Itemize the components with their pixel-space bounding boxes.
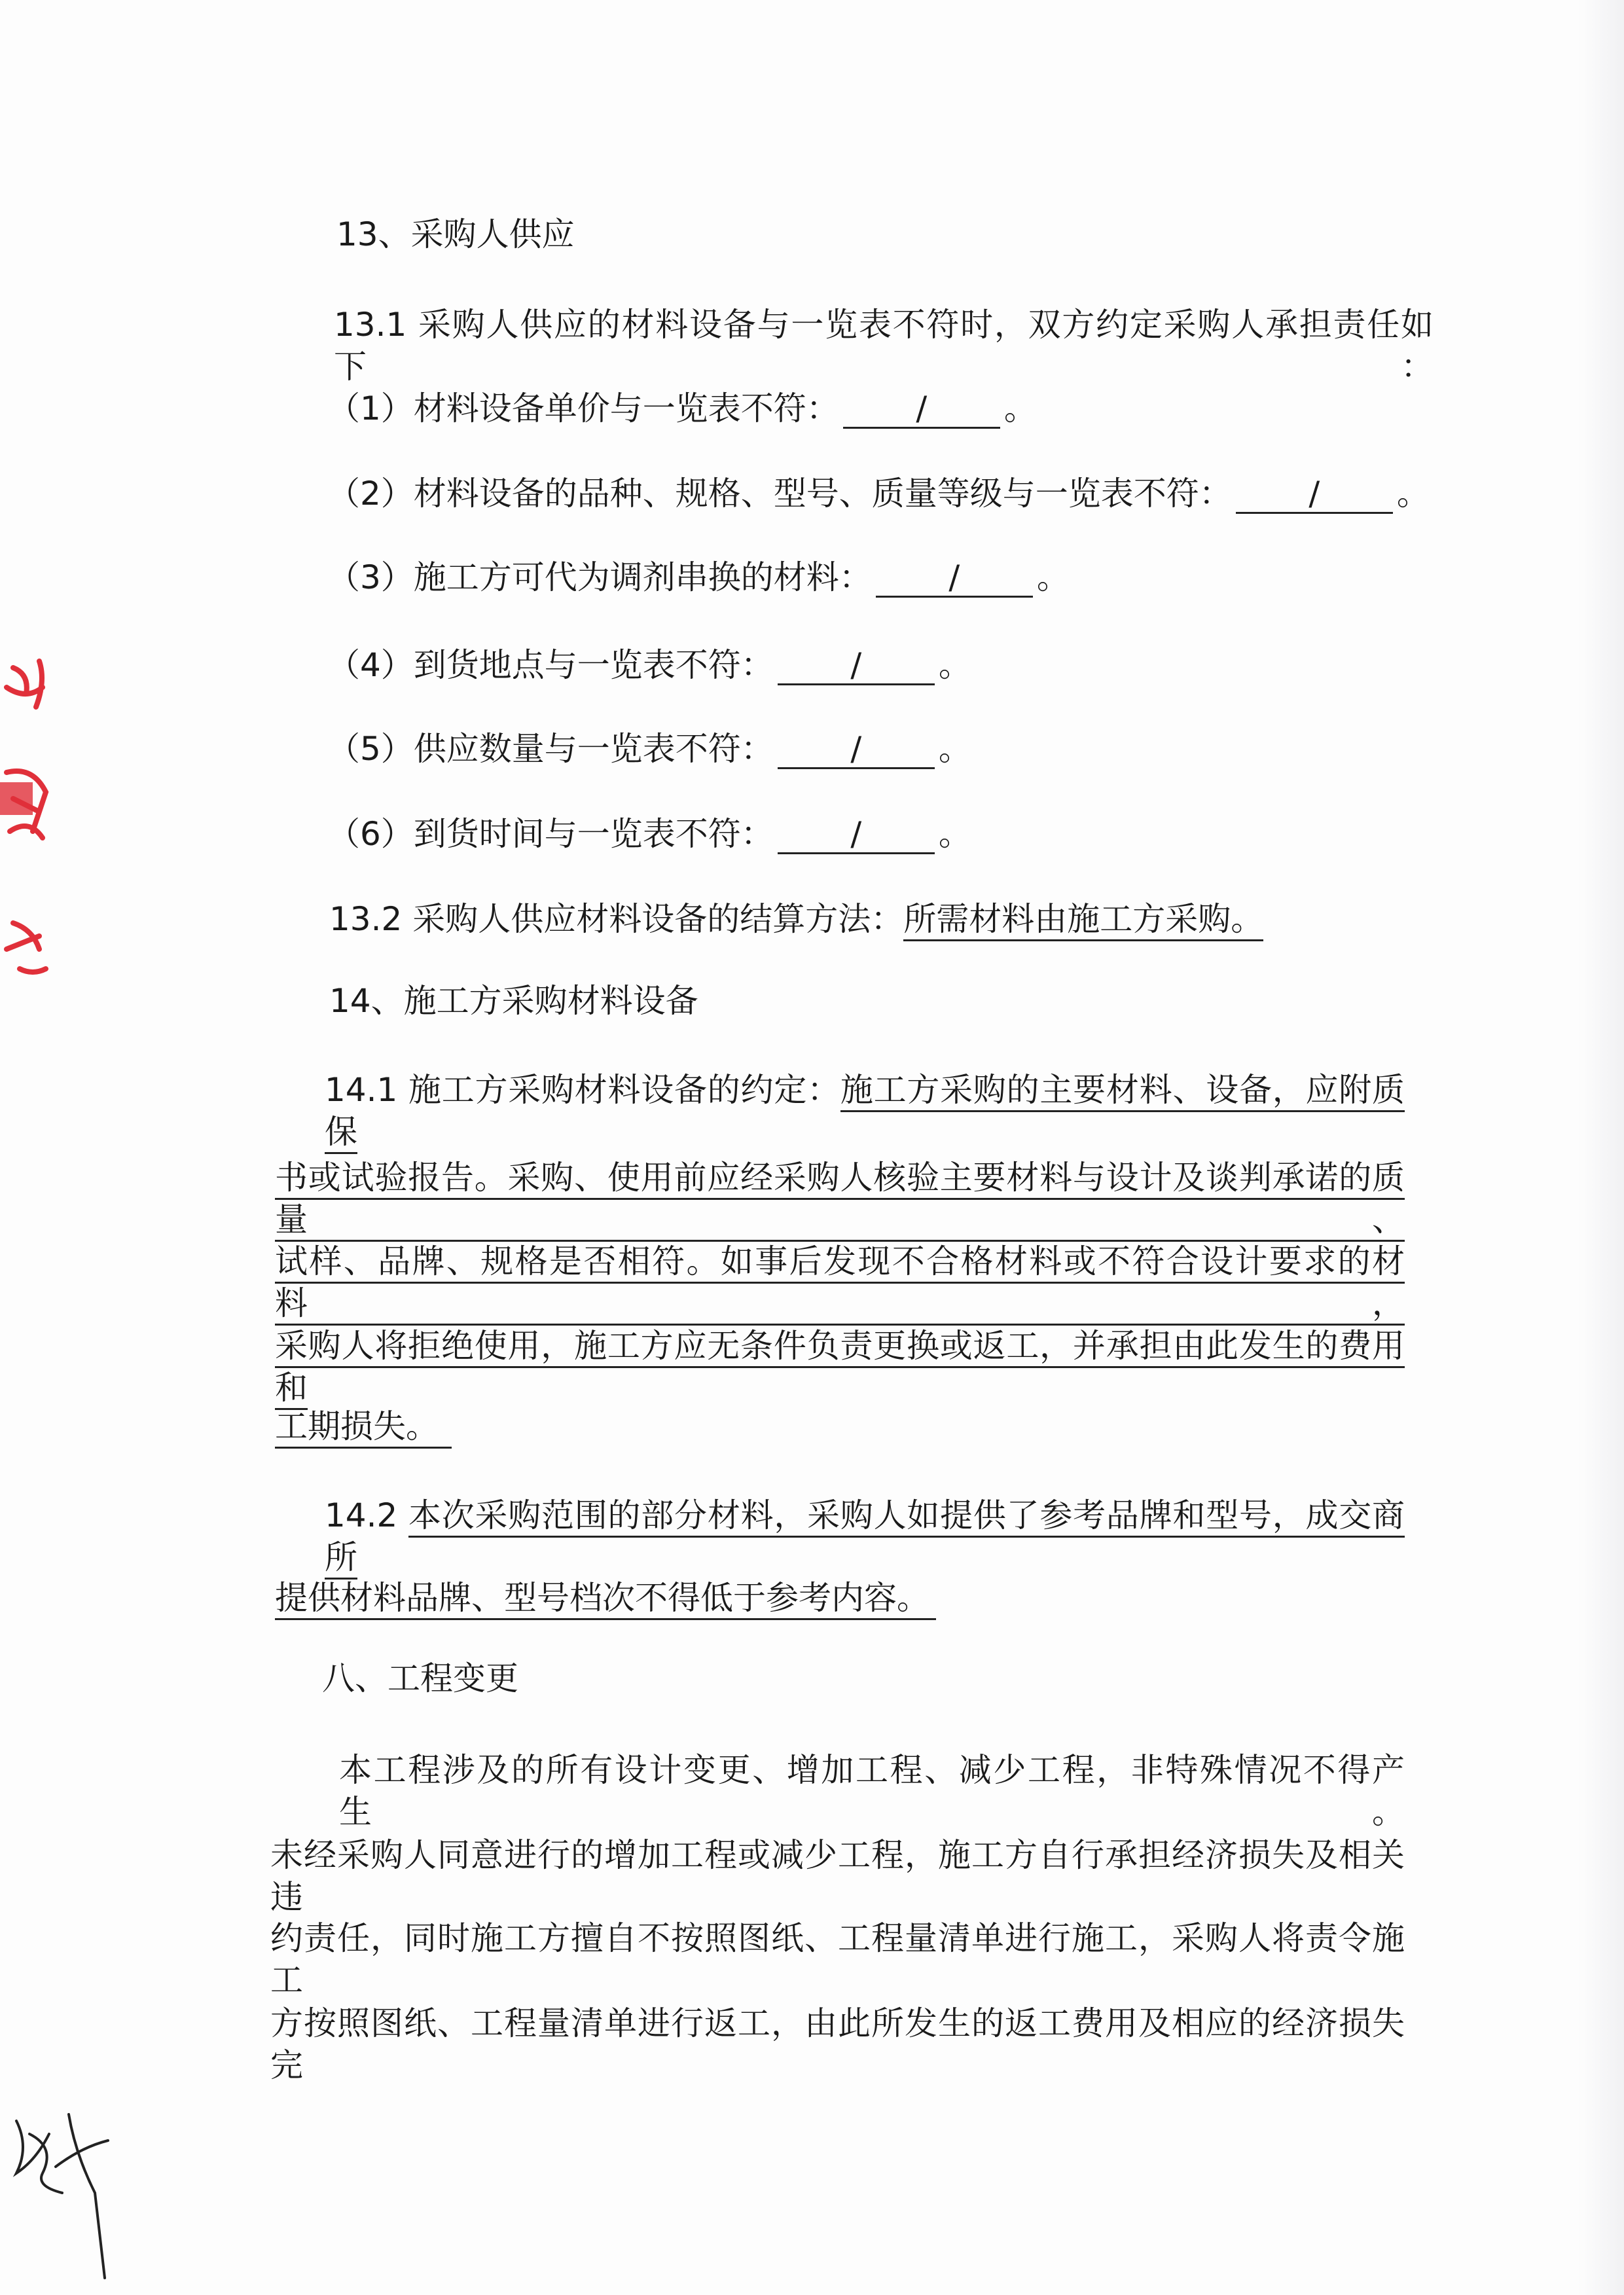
section-8-title: 八、工程变更 [322, 1659, 518, 1697]
red-seal-stamp [0, 642, 62, 995]
para-text: 采购人将拒绝使用，施工方应无条件负责更换或返工，并承担由此发生的费用和 [275, 1327, 1405, 1410]
item-label: （1）材料设备单价与一览表不符： [327, 389, 839, 427]
para-value: 所需材料由施工方采购。 [903, 900, 1263, 941]
para-text: 施工方采购的主要材料、设备，应附质保 [325, 1071, 1405, 1154]
para-14-1-line-1 [325, 1069, 1405, 1151]
para-8-line-2: 未经采购人同意进行的增加工程或减少工程，施工方自行承担经济损失及相关违 [270, 1836, 1405, 1916]
punct: 。 [1003, 389, 1037, 427]
para-text: 试样、品牌、规格是否相符。如事后发现不合格材料或不符合设计要求的材料， [275, 1242, 1405, 1326]
item-label: （3）施工方可代为调剂串换的材料： [327, 558, 872, 596]
para-text: 提供材料品牌、型号档次不得低于参考内容。 [275, 1579, 936, 1620]
scan-edge-shadow [1578, 0, 1624, 2295]
item-4 [327, 644, 971, 686]
punct: 。 [1396, 475, 1430, 513]
para-text: 书或试验报告。采购、使用前应经采购人核验主要材料与设计及谈判承诺的质量、 [275, 1159, 1405, 1242]
section-13-title: 13、采购人供应 [336, 215, 575, 253]
item-2 [327, 473, 1430, 515]
para-14-1-line-5 [275, 1405, 452, 1447]
para-label: 14.2 [325, 1496, 408, 1534]
punct: 。 [938, 815, 971, 853]
para-8-line-4: 方按照图纸、工程量清单进行返工，由此所发生的返工费用及相应的经济损失完 [270, 2004, 1405, 2084]
item-1 [327, 388, 1037, 429]
item-value: / [843, 390, 1000, 429]
item-label: （4）到货地点与一览表不符： [327, 646, 774, 684]
item-value: / [778, 647, 935, 685]
para-text: 工期损失。 [275, 1407, 452, 1449]
handwritten-signature [10, 2095, 121, 2291]
punct: 。 [938, 730, 971, 768]
para-14-1-line-2 [275, 1157, 1405, 1238]
item-6 [327, 813, 971, 855]
punct: 。 [1036, 558, 1070, 596]
item-5 [327, 728, 971, 770]
punct: 。 [938, 646, 971, 684]
item-label: （5）供应数量与一览表不符： [327, 730, 774, 768]
para-8-line-3: 约责任，同时施工方擅自不按照图纸、工程量清单进行施工，采购人将责令施工 [270, 1919, 1405, 1999]
section-14-title: 14、施工方采购材料设备 [329, 982, 698, 1020]
item-label: （2）材料设备的品种、规格、型号、质量等级与一览表不符： [327, 475, 1232, 513]
para-label: 14.1 施工方采购材料设备的约定： [325, 1071, 840, 1109]
item-3 [327, 556, 1070, 598]
item-value: / [876, 559, 1033, 598]
para-14-2-line-1 [325, 1494, 1405, 1576]
item-label: （6）到货时间与一览表不符： [327, 815, 774, 853]
item-value: / [1236, 475, 1393, 514]
para-text: 本次采购范围的部分材料，采购人如提供了参考品牌和型号，成交商所 [325, 1496, 1405, 1580]
para-8-line-1: 本工程涉及的所有设计变更、增加工程、减少工程，非特殊情况不得产生。 [339, 1751, 1405, 1831]
para-label: 13.2 采购人供应材料设备的结算方法： [329, 900, 904, 938]
para-13-2 [329, 898, 1263, 940]
item-value: / [778, 816, 935, 854]
para-14-1-line-4 [275, 1325, 1405, 1407]
para-13-1: 13.1 采购人供应的材料设备与一览表不符时，双方约定采购人承担责任如下： [334, 306, 1434, 386]
para-14-2-line-2 [275, 1577, 936, 1619]
para-14-1-line-3 [275, 1240, 1405, 1322]
item-value: / [778, 731, 935, 769]
